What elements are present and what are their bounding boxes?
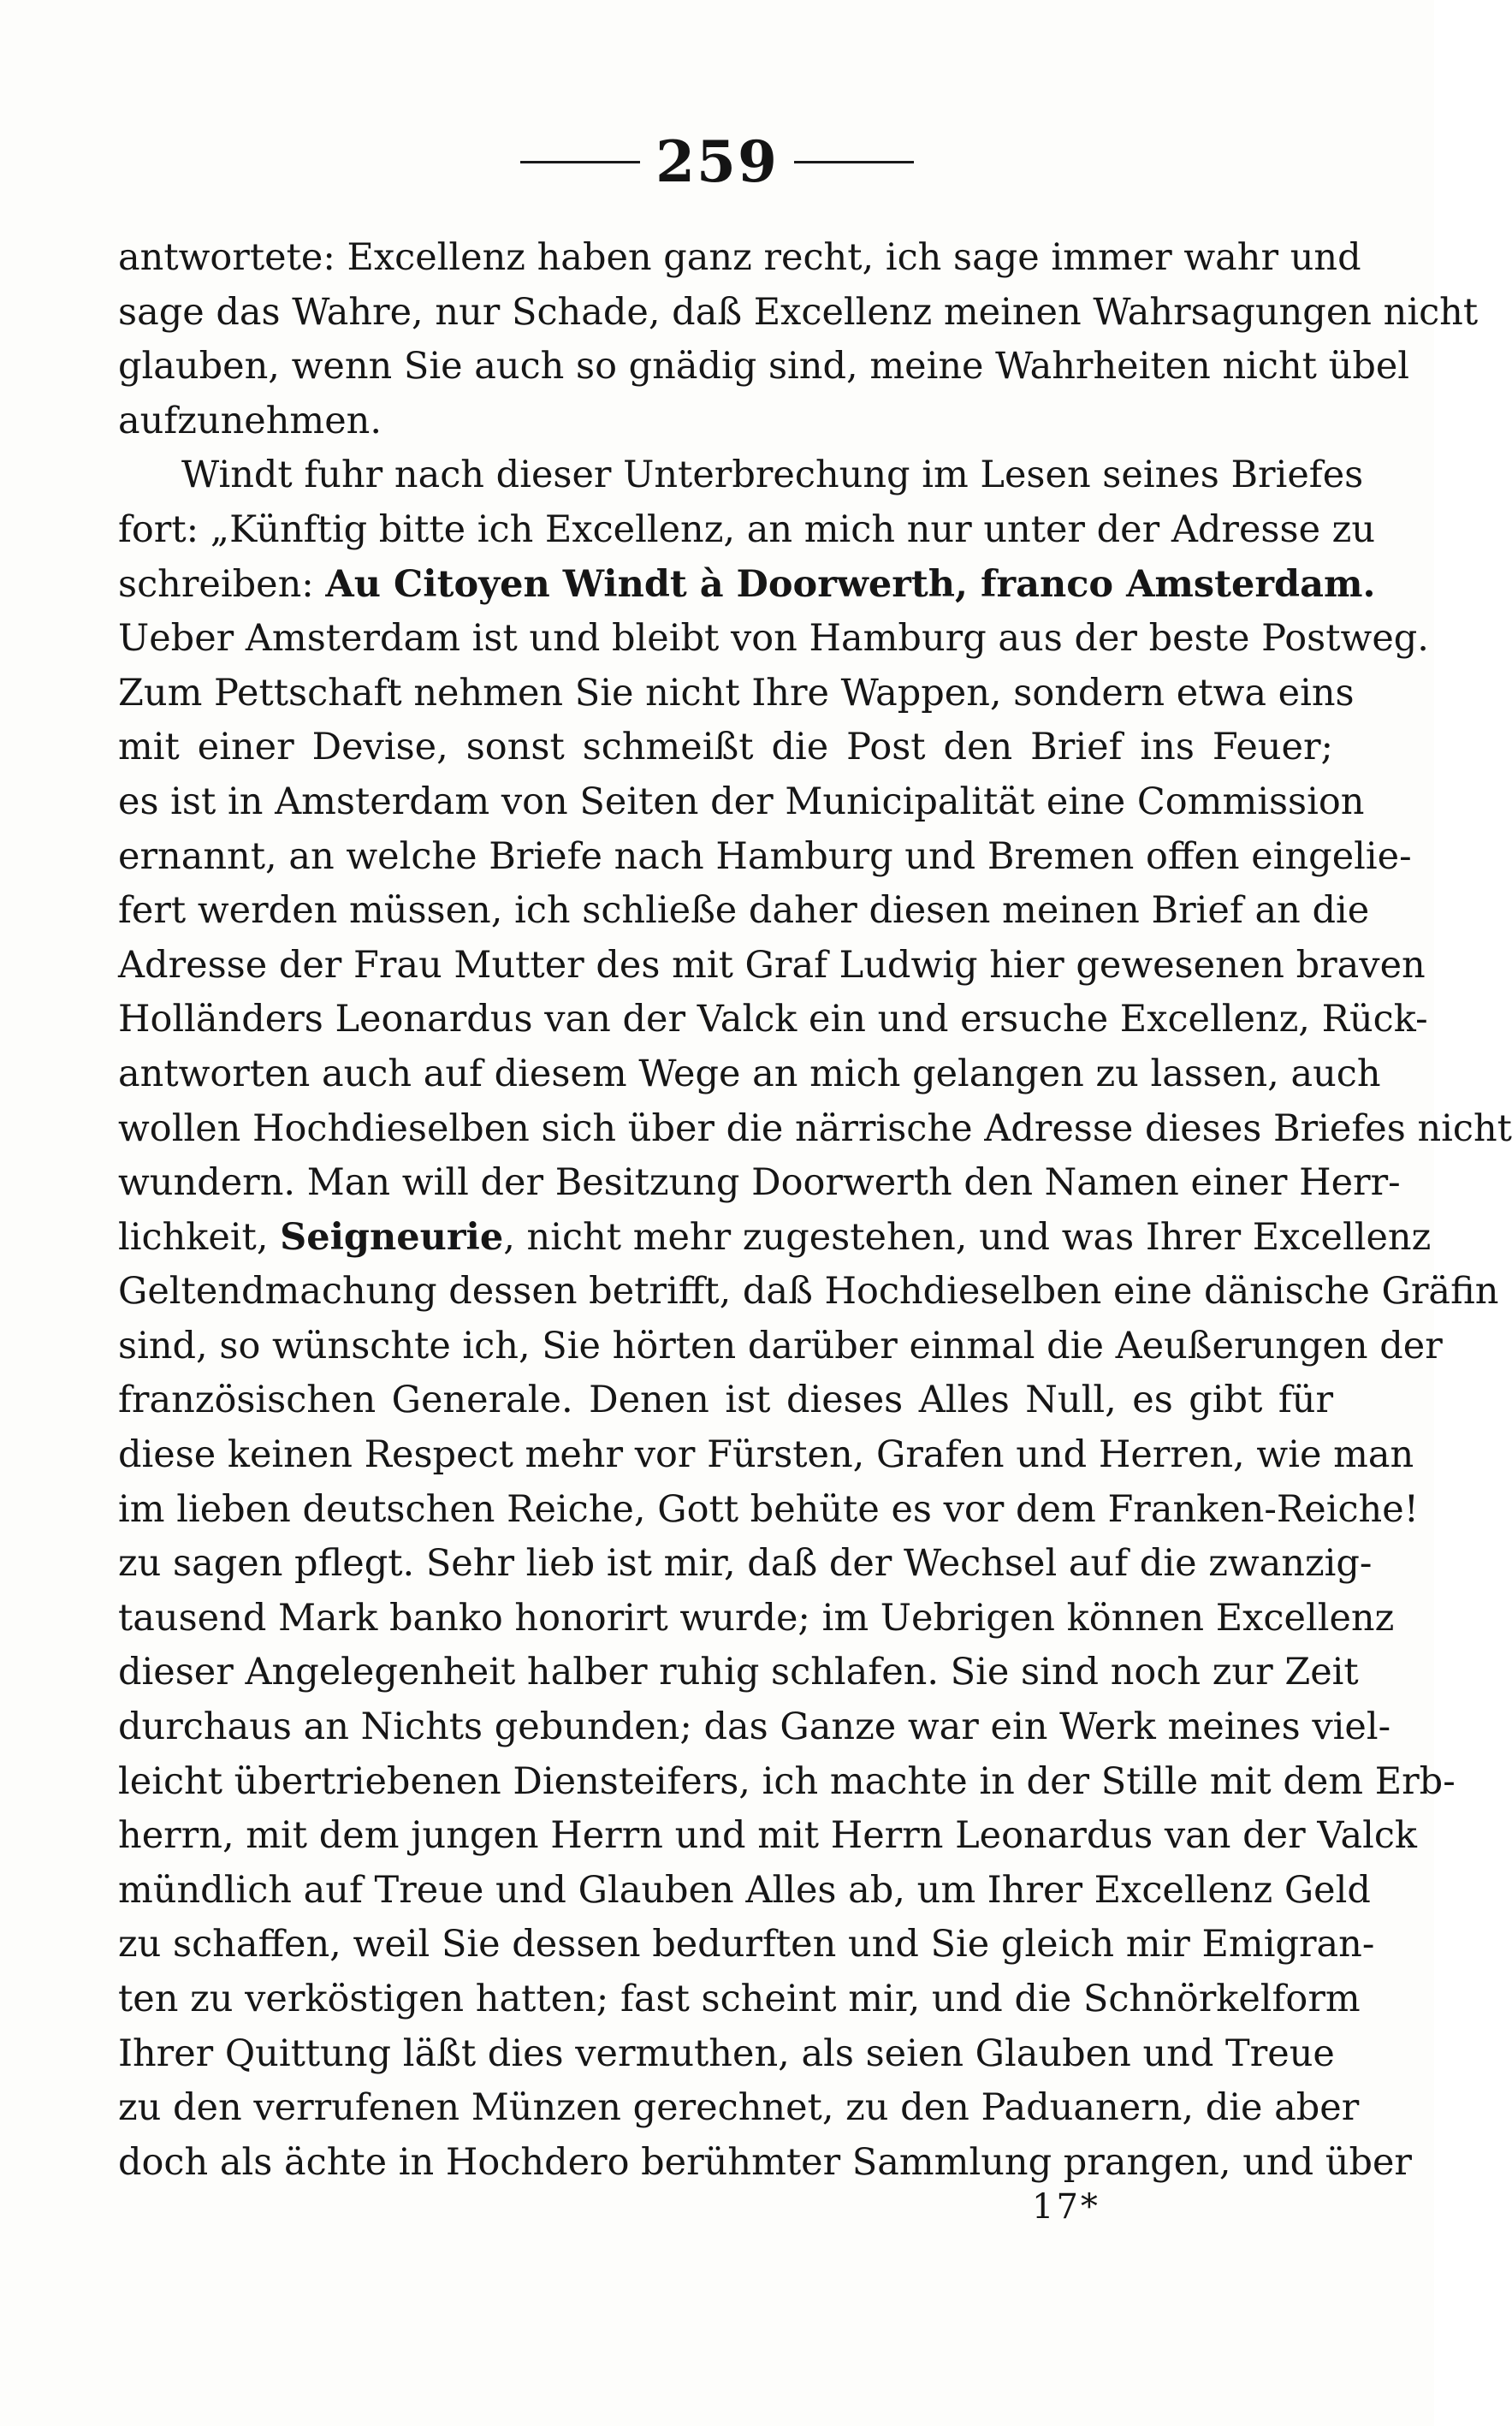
text-line: ernannt, an welche Briefe nach Hamburg und Bremen offen eingelie- xyxy=(118,834,1412,878)
text-line: zu sagen pflegt. Sehr lieb ist mir, daß der Wechsel auf die zwanzig- xyxy=(118,1542,1373,1586)
text-line: fert werden müssen, ich schließe daher diesen meinen Brief an die xyxy=(118,889,1370,933)
text-line-with-latin-address xyxy=(118,558,1376,613)
signature-mark: 17* xyxy=(1032,2187,1100,2227)
text-line: Holländers Leonardus van der Valck ein und ersuche Excellenz, Rück- xyxy=(118,998,1428,1041)
text-line: antworten auch auf diesem Wege an mich gelangen zu lassen, auch xyxy=(118,1052,1381,1095)
text-line: sind, so wünschte ich, Sie hörten darüber einmal die Aeußerungen der xyxy=(118,1324,1443,1367)
text-line: Ueber Amsterdam ist und bleibt von Hamburg aus der beste Postweg. xyxy=(118,617,1429,661)
text-line: mit einer Devise, sonst schmeißt die Post den Brief ins Feuer; xyxy=(118,726,1333,769)
text-line: wollen Hochdieselben sich über die närrische Adresse dieses Briefes nicht xyxy=(118,1106,1512,1150)
text-line: zu schaffen, weil Sie dessen bedurften und Sie gleich mir Emigran- xyxy=(118,1923,1375,1966)
text-line: diese keinen Respect mehr vor Fürsten, Grafen und Herren, wie man xyxy=(118,1433,1414,1477)
body-text xyxy=(118,231,1512,2190)
text-line: im lieben deutschen Reiche, Gott behüte es vor dem Franken-Reiche! xyxy=(118,1487,1419,1531)
text-line: leicht übertriebenen Diensteifers, ich machte in der Stille mit dem Erb- xyxy=(118,1759,1456,1803)
text-line: es ist in Amsterdam von Seiten der Municipalität eine Commission xyxy=(118,780,1365,823)
text-line: dieser Angelegenheit halber ruhig schlafen. Sie sind noch zur Zeit xyxy=(118,1651,1359,1694)
paragraph-start-line: Windt fuhr nach dieser Unterbrechung im Lesen seines Briefes xyxy=(181,454,1364,497)
text-line: fort: „Künftig bitte ich Excellenz, an mich nur unter der Adresse zu xyxy=(118,507,1376,551)
text-line: antwortete: Excellenz haben ganz recht, ich sage immer wahr und xyxy=(118,236,1361,279)
text-line: glauben, wenn Sie auch so gnädig sind, meine Wahrheiten nicht übel xyxy=(118,345,1410,389)
latin-title: Seigneurie xyxy=(280,1215,504,1259)
text-line: sage das Wahre, nur Schade, daß Excellenz meinen Wahrsagungen nicht xyxy=(118,290,1479,334)
text-line: mündlich auf Treue und Glauben Alles ab, um Ihrer Excellenz Geld xyxy=(118,1868,1371,1912)
text-line: zu den verrufenen Münzen gerechnet, zu den Paduanern, die aber xyxy=(118,2086,1360,2130)
text-line-with-latin-title xyxy=(118,1211,1432,1266)
header-rule-left xyxy=(520,161,640,163)
text-line: Ihrer Quittung läßt dies vermuthen, als seien Glauben und Treue xyxy=(118,2032,1335,2075)
text-line: Geltendmachung dessen betrifft, daß Hochdieselben eine dänische Gräfin xyxy=(118,1270,1499,1314)
latin-address: Au Citoyen Windt à Doorwerth, franco Amsterdam. xyxy=(325,562,1376,606)
text-line: Adresse der Frau Mutter des mit Graf Ludwig hier gewesenen braven xyxy=(118,943,1426,987)
text-line: herrn, mit dem jungen Herrn und mit Herrn Leonardus van der Valck xyxy=(118,1814,1417,1858)
text-line: durchaus an Nichts gebunden; das Ganze war ein Werk meines viel- xyxy=(118,1705,1391,1749)
text-line: aufzunehmen. xyxy=(118,399,382,442)
page-number: 259 xyxy=(655,128,779,195)
text-line: doch als ächte in Hochdero berühmter Sammlung prangen, und über xyxy=(118,2140,1412,2184)
text-line: wundern. Man will der Besitzung Doorwerth den Namen einer Herr- xyxy=(118,1161,1401,1205)
text-fragment: , nicht mehr zugestehen, und was Ihrer Excellenz xyxy=(503,1215,1432,1259)
text-fragment: schreiben: xyxy=(118,562,326,606)
header-rule-right xyxy=(794,161,914,163)
text-line: französischen Generale. Denen ist dieses Alles Null, es gibt für xyxy=(118,1379,1333,1422)
text-fragment: lichkeit, xyxy=(118,1215,281,1259)
text-line: Zum Pettschaft nehmen Sie nicht Ihre Wappen, sondern etwa eins xyxy=(118,671,1355,715)
page-header xyxy=(0,128,1434,195)
text-line: tausend Mark banko honorirt wurde; im Uebrigen können Excellenz xyxy=(118,1596,1395,1640)
text-line: ten zu verköstigen hatten; fast scheint mir, und die Schnörkelform xyxy=(118,1978,1361,2020)
